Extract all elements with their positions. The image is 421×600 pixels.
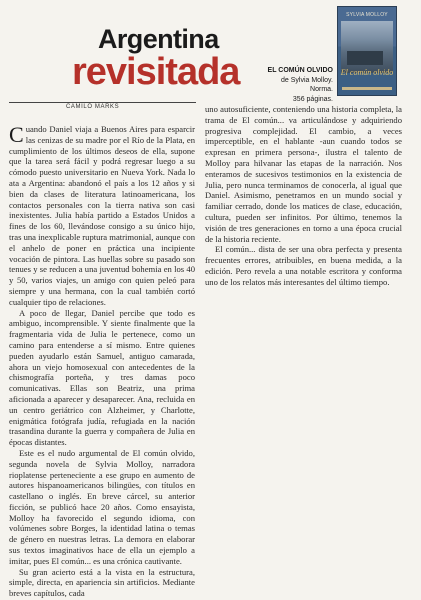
cover-author-text: SYLVIA MOLLOY [346, 12, 388, 18]
book-title: EL COMÚN OLVIDO [267, 67, 333, 74]
byline: CAMILO MARKS [66, 104, 120, 110]
article-column-2 [205, 104, 402, 288]
cover-footer-band [342, 87, 392, 90]
headline-line-1: Argentina [98, 24, 219, 54]
book-author: de Sylvia Molloy. [280, 76, 333, 84]
paragraph: Este es el nudo argumental de El común olvido, segunda novela de Sylvia Molloy, narradora rioplatense perteneciente a ese grupo en aumento de autores hispanoamericanos bilingües, con títulos en castellano o inglés. En breve cárcel, su anterior ficción, se publicó hace 20 años. Como ensayista, Molloy ha favorecido el segundo idioma, con volúmenes sobre Borges, la identidad latina o temas de género en nuestras letras. La demora en elaborar sus textos imaginativos hace de ella un ejemplo a imitar, pues El común... es una crónica cautivante. [9, 447, 195, 566]
book-pages: 356 páginas. [292, 95, 333, 103]
paragraph: A poco de llegar, Daniel percibe que todo es ambiguo, incomprensible. Y siente finalmente que la fragmentaria vida de Julia le pertenece, como un camino para entenderse a sí mismo. Entre quienes pueden ayudarlo están Samuel, antiguo camarada, ahora un viejo homosexual con antecedentes de la chismografía porteña, y tres damas poco comunicativas. Ellas son Beatriz, una prima aficionada a aparecer y desaparecer. Ana, recluida en un centro geriátrico con Alzheimer, y Charlotte, enigmática fotógrafa judía, refugiada en la nación trasandina durante la guerra y compañera de Julia en épocas distantes. [9, 307, 195, 448]
drop-cap: C [9, 122, 24, 147]
headline-line-2: revisitada [72, 51, 240, 93]
paragraph: uno autosuficiente, conteniendo una historia completa, la trama de El común... va articulándose y adquiriendo progresiva complejidad. El cambio, a veces imperceptible, en el hablante -aun cuando todos se expresan en primera persona-, ilustra el talento de Molloy para hilvanar las etapas de la narración. Nos enteramos de sucesivos testimonios en la existencia de Julia, pero nunca terminamos de conocerla, al igual que Daniel. Asimismo, penetramos en un mundo social y familiar cerrado, donde los matices de clase, educación, cultura, pueden ser infinitos. Por último, tenemos la visión de tres generaciones en torno a una época crucial de la historia reciente. [205, 104, 402, 244]
paragraph: Su gran acierto está a la vista en la estructura, simple, directa, en apariencia sin artificios. Mediante breves capítulos, cada [9, 566, 195, 599]
paragraph [9, 124, 195, 308]
paragraph: El común... dista de ser una obra perfecta y presenta frecuentes errores, atribuibles, en buena medida, a la edición. Pero revela a una notable escritora y conforma uno de los relatos más interesantes del último tiempo. [205, 244, 402, 287]
cover-title-text: El común olvido [340, 68, 394, 77]
byline-block [9, 102, 196, 110]
paragraph-text: uando Daniel viaja a Buenos Aires para esparcir las cenizas de su madre por el Río de la Plata, en cumplimiento de los últimos deseos de ella, supone que la tarea será fácil y podrá regresar luego a su cómodo puesto universitario en Nueva York. Nada lo ata a Argentina: abandonó el país a los 12 años y si bien da clases de literatura latinoamericana, los contactos personales con la tierra nativa son casi inexistentes. Julia había partido a Estados Unidos a fines de los 60, llevándose consigo a su único hijo, tras una inexplicable ruptura matrimonial, aunque con el anhelo de poner en práctica una incipiente vocación de pintora. Las huellas sobre su pasado son tenues y se reducen a una juventud bohemia en los 40 y 50, varios viajes, un amigo con quien peleó para siempre y una hermana, con la cual también cortó cualquier tipo de relaciones. [9, 124, 195, 307]
book-cover-image [337, 6, 397, 96]
article-column-1 [9, 124, 195, 599]
book-publisher: Norma. [310, 86, 333, 93]
book-info [268, 66, 333, 104]
cover-photo [341, 21, 393, 73]
